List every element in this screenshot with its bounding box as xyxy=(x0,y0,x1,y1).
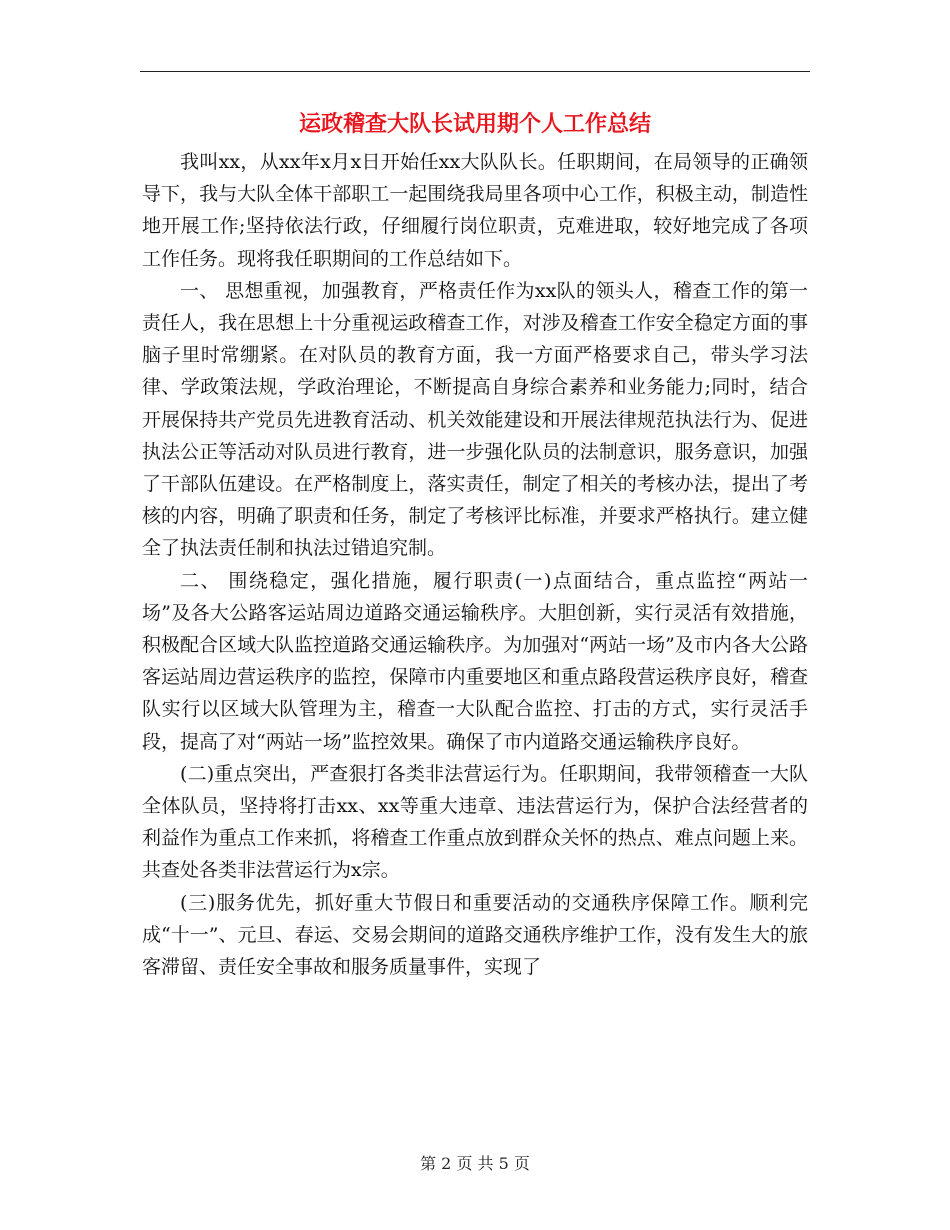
paragraph-subsection-2: (二)重点突出，严查狠打各类非法营运行为。任职期间，我带领稽查一大队全体队员，坚持将打击xx、xx等重大违章、违法营运行为，保护合法经营者的利益作为重点工作来抓，将稽查工作重点放到群众关怀的热点、难点问题上来。共查处各类非法营运行为x宗。 xyxy=(142,762,808,882)
document-body xyxy=(142,146,808,983)
paragraph-section-1: 一、 思想重视，加强教育，严格责任作为xx队的领头人，稽查工作的第一责任人，我在思想上十分重视运政稽查工作，对涉及稽查工作安全稳定方面的事脑子里时常绷紧。在对队员的教育方面，我一方面严格要求自己，带头学习法律、学政策法规，学政治理论，不断提高自身综合素养和业务能力;同时，结合开展保持共产党员先进教育活动、机关效能建设和开展法律规范执法行为、促进执法公正等活动对队员进行教育，进一步强化队员的法制意识，服务意识，加强了干部队伍建设。在严格制度上，落实责任，制定了相关的考核办法，提出了考核的内容，明确了职责和任务，制定了考核评比标准，并要求严格执行。建立健全了执法责任制和执法过错追究制。 xyxy=(142,279,808,560)
paragraph-intro: 我叫xx，从xx年x月x日开始任xx大队队长。任职期间，在局领导的正确领导下，我与大队全体干部职工一起围绕我局里各项中心工作，积极主动，制造性地开展工作;坚持依法行政，仔细履行岗位职责，克难进取，较好地完成了各项工作任务。现将我任职期间的工作总结如下。 xyxy=(142,151,808,270)
header-rule xyxy=(140,71,810,72)
paragraph-subsection-3: (三)服务优先，抓好重大节假日和重要活动的交通秩序保障工作。顺利完成“十一”、元旦、春运、交易会期间的道路交通秩序维护工作，没有发生大的旅客滞留、责任安全事故和服务质量事件，实现了 xyxy=(142,891,808,979)
page-number-footer: 第 2 页 共 5 页 xyxy=(420,1154,530,1173)
paragraph-section-2: 二、 围绕稳定，强化措施，履行职责(一)点面结合，重点监控“两站一场”及各大公路客运站周边道路交通运输秩序。大胆创新，实行灵活有效措施，积极配合区域大队监控道路交通运输秩序。为加强对“两站一场”及市内各大公路客运站周边营运秩序的监控，保障市内重要地区和重点路段营运秩序良好，稽查队实行以区域大队管理为主，稽查一大队配合监控、打击的方式，实行灵活手段，提高了对“两站一场”监控效果。确保了市内道路交通运输秩序良好。 xyxy=(142,569,808,753)
document-title: 运政稽查大队长试用期个人工作总结 xyxy=(298,112,651,137)
